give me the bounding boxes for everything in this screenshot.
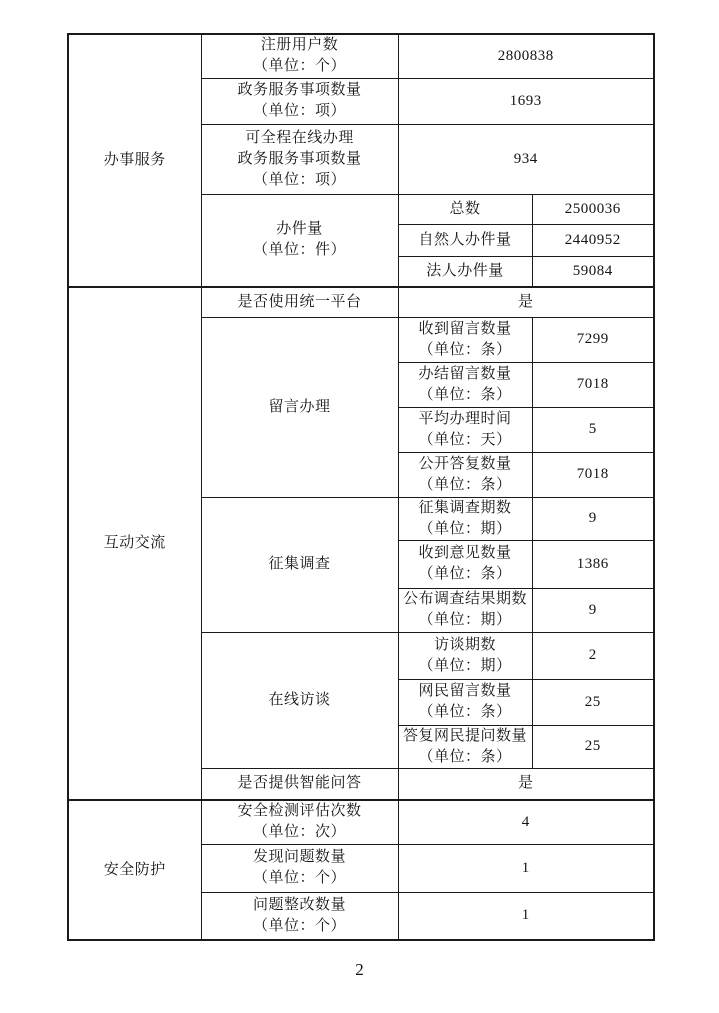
row-registered-users [68,34,654,78]
label-case-volume: 办件量 （单位：件） [201,194,398,287]
value-registered-users: 2800838 [398,34,654,78]
label-full-online-items: 可全程在线办理 政务服务事项数量 （单位：项） [201,124,398,194]
category-interaction [68,287,201,800]
label-public-replies: 公开答复数量 （单位：条） [398,452,532,497]
row-security-assessments [68,800,654,844]
value-messages-received: 7299 [532,317,654,362]
value-case-natural-person: 2440952 [532,224,654,256]
label-problems-found: 发现问题数量 （单位：个） [201,844,398,892]
label-survey-periods: 征集调查期数 （单位：期） [398,497,532,540]
label-messages-completed: 办结留言数量 （单位：条） [398,362,532,407]
label-security-assessments: 安全检测评估次数 （单位：次） [201,800,398,844]
gov-report-table [67,33,655,941]
label-survey-opinions: 收到意见数量 （单位：条） [398,540,532,588]
value-survey-results: 9 [532,588,654,632]
label-netizen-messages: 网民留言数量 （单位：条） [398,679,532,725]
value-smart-qa: 是 [398,768,654,800]
value-case-legal-person: 59084 [532,256,654,287]
label-netizen-replies: 答复网民提问数量 （单位：条） [398,725,532,768]
value-full-online-items: 934 [398,124,654,194]
label-case-total: 总数 [398,194,532,224]
value-netizen-messages: 25 [532,679,654,725]
label-interview: 在线访谈 [201,632,398,768]
label-problems-rectified: 问题整改数量 （单位：个） [201,892,398,940]
value-problems-found: 1 [398,844,654,892]
category-security [68,800,201,940]
label-registered-users: 注册用户数 （单位：个） [201,34,398,78]
value-messages-completed: 7018 [532,362,654,407]
page-number: 2 [355,960,364,979]
category-label: 办事服务 [103,152,166,168]
label-messages-received: 收到留言数量 （单位：条） [398,317,532,362]
row-unified-platform [68,287,654,317]
value-avg-handling-time: 5 [532,407,654,452]
value-problems-rectified: 1 [398,892,654,940]
label-smart-qa: 是否提供智能问答 [201,768,398,800]
label-case-natural-person: 自然人办件量 [398,224,532,256]
label-survey: 征集调查 [201,497,398,632]
value-service-items: 1693 [398,78,654,124]
category-label: 互动交流 [103,535,166,551]
value-survey-opinions: 1386 [532,540,654,588]
label-case-legal-person: 法人办件量 [398,256,532,287]
category-service-handling [68,34,201,287]
label-unified-platform: 是否使用统一平台 [201,287,398,317]
label-message-handling: 留言办理 [201,317,398,497]
value-survey-periods: 9 [532,497,654,540]
value-public-replies: 7018 [532,452,654,497]
value-case-total: 2500036 [532,194,654,224]
label-interview-periods: 访谈期数 （单位：期） [398,632,532,679]
label-survey-results: 公布调查结果期数 （单位：期） [398,588,532,632]
label-service-items: 政务服务事项数量 （单位：项） [201,78,398,124]
value-security-assessments: 4 [398,800,654,844]
value-unified-platform: 是 [398,287,654,317]
category-label: 安全防护 [103,861,166,878]
value-interview-periods: 2 [532,632,654,679]
value-netizen-replies: 25 [532,725,654,768]
label-avg-handling-time: 平均办理时间 （单位：天） [398,407,532,452]
